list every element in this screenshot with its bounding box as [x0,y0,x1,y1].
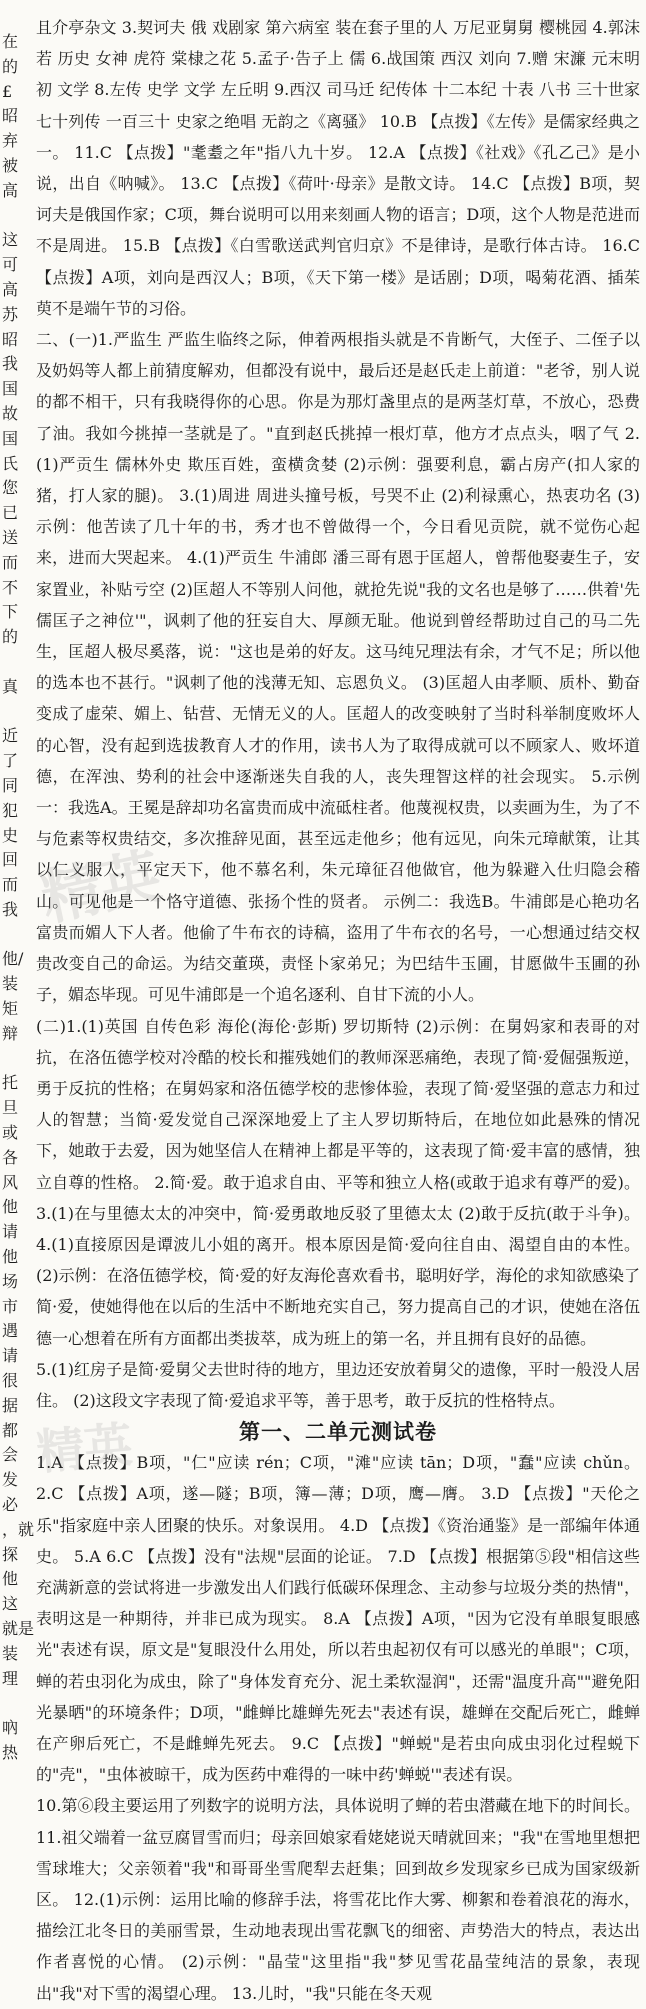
left-margin-line: 他/ [2,949,24,969]
left-margin-line: 热 [2,1742,19,1762]
left-margin-line [2,650,26,675]
left-margin-text [2,30,35,1762]
left-margin-line: 或 [2,1123,19,1143]
left-margin-line: 场 [2,1271,19,1291]
left-margin-line: 这 [2,230,19,250]
left-margin-line: 国 [2,428,19,448]
left-margin-line: 高 [2,180,19,200]
left-margin-line [2,700,26,725]
paragraph: 10.第⑥段主要运用了列数字的说明方法，具体说明了蝉的若虫潜藏在地下的时间长。 11.祖父端着一盆豆腐冒雪而归；母亲回娘家看姥姥说天晴就回来；"我"在雪地里想把雪球堆大；父亲领着"我"和哥哥坐雪爬犁去赶集；回到故乡发现家乡已成为国家级新区。 12.(1)示例：运用比喻的修辞手法，将雪花比作大雾、柳絮和卷着浪花的海水，描绘江北冬日的美丽雪景，生动地表现出雪花飘飞的细密、声势浩大的特点，表达出作者喜悦的心情。 (2)示例："晶莹"这里指"我"梦见雪花晶莹纯洁的景象，表现出"我"对下雪的渴望心理。 13.儿时，"我"只能在冬天观 [36,1796,640,2003]
left-margin-line: 理 [2,1668,19,1688]
left-margin-line: 了 [2,751,19,771]
left-margin-line: 装 [2,1643,19,1663]
left-margin-line: 他 [2,1247,19,1267]
left-margin-line: 弃 [2,131,19,151]
left-margin-line [2,923,26,948]
left-margin-line: 真 [2,676,19,696]
left-margin-line: 而 [2,552,19,572]
left-margin-line: 探 [2,1544,19,1564]
left-margin-line: 吶 [2,1718,19,1738]
left-margin-line: 装 [2,974,19,994]
left-margin-line: 必 [2,1495,19,1515]
left-margin-line: 回 [2,850,19,870]
left-margin-line: 不 [2,577,19,597]
left-margin-line: 氏 [2,453,19,473]
left-margin-line: 被 [2,155,19,175]
left-margin-line: 他 [2,1197,19,1217]
left-margin-line: £ [2,81,13,101]
left-margin-line: 请 [2,1222,19,1242]
left-margin-line: 近 [2,726,19,746]
left-margin-line: 同 [2,775,19,795]
left-margin-line: 各 [2,1147,19,1167]
left-margin-line: 可 [2,255,19,275]
left-margin-line: 的 [2,56,19,76]
left-margin-line: 国 [2,379,19,399]
left-margin-line: 发 [2,1470,19,1490]
watermark-logo: 精英 [35,841,168,935]
left-margin-line: 旦 [2,1098,19,1118]
left-margin-line: 下 [2,602,19,622]
left-margin-line: 据 [2,1395,19,1415]
left-margin-line: 我 [2,354,19,374]
left-margin-line: 他 [2,1569,19,1589]
paragraph: (二)1.(1)英国 自传色彩 海伦(海伦·彭斯) 罗切斯特 (2)示例：在舅妈家和表哥的对抗，在洛伍德学校对冷酷的校长和摧残她们的教师深恶痛绝，表现了简·爱倔强叛逆，勇于反抗的性格；在舅妈家和洛伍德学校的悲惨体验，表现了简·爱坚强的意志力和过人的智慧；当简·爱发觉自己深深地爱上了主人罗切斯特后，在地位如此悬殊的情况下，她敢于去爱，因为她坚信人在精神上都是平等的，这表现了简·爱丰富的感情，独立自尊的性格。 2.简·爱。敢于追求自由、平等和独立人格(或敢于追求有尊严的爱)。 3.(1)在与里德太太的冲突中，简·爱勇敢地反驳了里德太太 (2)敢于反抗(敢于斗争)。 4.(1)直接原因是谭波儿小姐的离开。根本原因是简·爱向往自由、渴望自由的本性。 (2)示例：在洛伍德学校，简·爱的好友海伦喜欢看书，聪明好学，海伦的求知欲感染了简·爱，使她得他在以后的生活中不断地充实自己，努力提高自己的才识，使她在洛伍德一心想着在所有方面都出类拔萃，成为班上的第一名，并且拥有良好的品德。 [36,1016,640,1348]
left-margin-line: 托 [2,1073,19,1093]
left-margin-line: 会 [2,1445,19,1465]
left-margin-line: 市 [2,1296,19,1316]
left-margin-line: 送 [2,527,19,547]
left-margin-line: 您 [2,478,19,498]
left-margin-line: 高 [2,279,19,299]
left-margin-line: 请 [2,1346,19,1366]
left-margin-line: 昭 [2,329,19,349]
paragraph: 1.A 【点拨】B项，"仁"应读 rén；C项，"滩"应读 tān；D项，"蠢"应读 chǔn。 2.C 【点拨】A项，遂—隧；B项，簿—薄；D项，鹰—膺。 3.D 【点拨】"天伦之乐"指家庭中亲人团聚的快乐。对象误用。 4.D 【点拨】《资治通鉴》是一部编年体通史。 5.A 6.C 【点拨】没有"法规"层面的论证。 7.D 【点拨】根据第⑤段"相信这些充满新意的尝试将进一步激发出人们践行低碳环保理念、主动参与垃圾分类的热情"，表明这是一种期待，并非已成为现实。 8.A 【点拨】A项，"因为它没有单眼复眼感光"表述有误，原文是"复眼没什么用处，所以若虫起初仅有可以感光的单眼"；C项，蝉的若虫羽化为成虫，除了"身体发育充分、泥土柔软湿润"，还需"温度升高""避免阳光暴晒"的环境条件；D项，"雌蝉比雄蝉先死去"表述有误，雄蝉在交配后死亡，雌蝉在产卵后死亡，不是雌蝉先死去。 9.C 【点拨】"蝉蜕"是若虫向成虫羽化过程蜕下的"壳"，"虫体被晾干，成为医药中难得的一味中药'蝉蜕'"表述有误。 [36,1453,640,1785]
left-margin-line [2,204,26,229]
left-margin-line: 已 [2,503,19,523]
left-margin-line: 苏 [2,304,19,324]
left-margin-line: 故 [2,403,19,423]
left-margin-line: 昭 [2,106,19,126]
left-margin-line: 我 [2,899,19,919]
watermark-logo: 精英 [34,1416,135,1482]
answer-content [36,12,640,2003]
left-margin-line: 很 [2,1371,19,1391]
paragraph: 5.(1)红房子是简·爱舅父去世时待的地方，里边还安放着舅父的遗像，平时一般没人居住。 (2)这段文字表现了简·爱追求平等，善于思考，敢于反抗的性格特点。 [36,1359,640,1410]
left-margin-line [2,1691,26,1716]
left-margin-line: ，就 [2,1519,35,1539]
left-margin-line: 遇 [2,1321,19,1341]
section-title: 第一、二单元测试卷 [239,1419,437,1445]
left-margin-line: 辩 [2,1023,19,1043]
left-margin-line: 风 [2,1172,19,1192]
left-margin-line: 就是 [2,1619,35,1638]
left-margin-line: 犯 [2,800,19,820]
left-margin-line: 矩 [2,999,19,1019]
left-margin-line: 而 [2,875,19,895]
left-margin-line [2,1047,26,1072]
paragraph: 且介亭杂文 3.契诃夫 俄 戏剧家 第六病室 装在套子里的人 万尼亚舅舅 樱桃园 4.郭沫若 历史 女神 虎符 棠棣之花 5.孟子·告子上 儒 6.战国策 西汉 刘向 7.赠 宋濂 元末明初 文学 8.左传 史学 文学 左丘明 9.西汉 司马迁 纪传体 十二本纪 十表 八书 三十世家 七十列传 一百三十 史家之绝唱 无韵之《离骚》 10.B 【点拨】《左传》是儒家经典之一。 11.C 【点拨】"耄耋之年"指八九十岁。 12.A 【点拨】《社戏》《孔乙己》是小说，出自《呐喊》。 13.C 【点拨】《荷叶·母亲》是散文诗。 14.C 【点拨】B项，契诃夫是俄国作家；C项，舞台说明可以用来刻画人物的语言；D项，这个人物是范进而不是周进。 15.B 【点拨】《白雪歌送武判官归京》不是律诗，是歌行体古诗。 16.C 【点拨】A项，刘向是西汉人；B项，《天下第一楼》是话剧；D项，喝菊花酒、插茱萸不是端午节的习俗。 [36,18,640,318]
left-margin-line: 在 [2,32,19,51]
left-margin-line: 的 [2,627,19,647]
left-margin-line: 史 [2,825,19,845]
left-margin-line: 都 [2,1420,19,1440]
left-margin-line: 这 [2,1594,19,1614]
paragraph: 二、(一)1.严监生 严监生临终之际，伸着两根指头就是不肯断气，大侄子、二侄子以及奶妈等人都上前猜度解劝，但都没有说中，最后还是赵氏走上前道："老爷，别人说的都不相干，只有我晓得你的心思。你是为那灯盏里点的是两茎灯草，不放心，恐费了油。我如今挑掉一茎就是了。"直到赵氏挑掉一根灯草，他方才点点头，咽了气 2.(1)严贡生 儒林外史 欺压百姓，蛮横贪婪 (2)示例：强要利息，霸占房产(扣人家的猪，打人家的腿)。 3.(1)周进 周进头撞号板，号哭不止 (2)利禄熏心，热衷功名 (3)示例：他苦读了几十年的书，秀才也不曾做得一个，今日看见贡院，就不觉伤心起来，进而大哭起来。 4.(1)严贡生 牛浦郎 潘三哥有恩于匡超人，曾帮他娶妻生子，安家置业，补贴亏空 (2)匡超人不等别人问他，就抢先说"我的文名也是够了……供着'先儒匡子之神位'"，讽刺了他的狂妄自大、厚颜无耻。他说到曾经帮助过自己的马二先生，匡超人极尽奚落，说："这也是弟的好友。这马纯兄理法有余，才气不足；所以他的选本也不甚行。"讽刺了他的浅薄无知、忘恩负义。 (3)匡超人由孝顺、质朴、勤奋变成了虚荣、媚上、钻营、无情无义的人。匡超人的改变映射了当时科举制度败坏人的心智，没有起到选拔教育人才的作用，读书人为了取得成就可以不顾家人、败坏道德，在浑浊、势利的社会中逐渐迷失自我的人，丧失理智这样的社会现实。 5.示例一：我选A。王冕是辞却功名富贵而成中流砥柱者。他蔑视权贵，以卖画为生，为了不与危素等权贵结交，多次推辞见面，甚至远走他乡；他有远见，向朱元璋献策，让其以仁义服人，平定天下，他不慕名利，朱元璋征召他做官，他为躲避入仕归隐会稽山。可见他是一个恪守道德、张扬个性的贤者。 示例二：我选B。牛浦郎是心艳功名富贵而媚人下人者。他偷了牛布衣的诗稿，盗用了牛布衣的名号，一心想通过结交权贵改变自己的命运。为结交董瑛，责怪卜家弟兄；为巴结牛玉圃，甘愿做牛玉圃的孙子，媚态毕现。可见牛浦郎是一个追名逐利、自甘下流的小人。 [36,330,640,1005]
